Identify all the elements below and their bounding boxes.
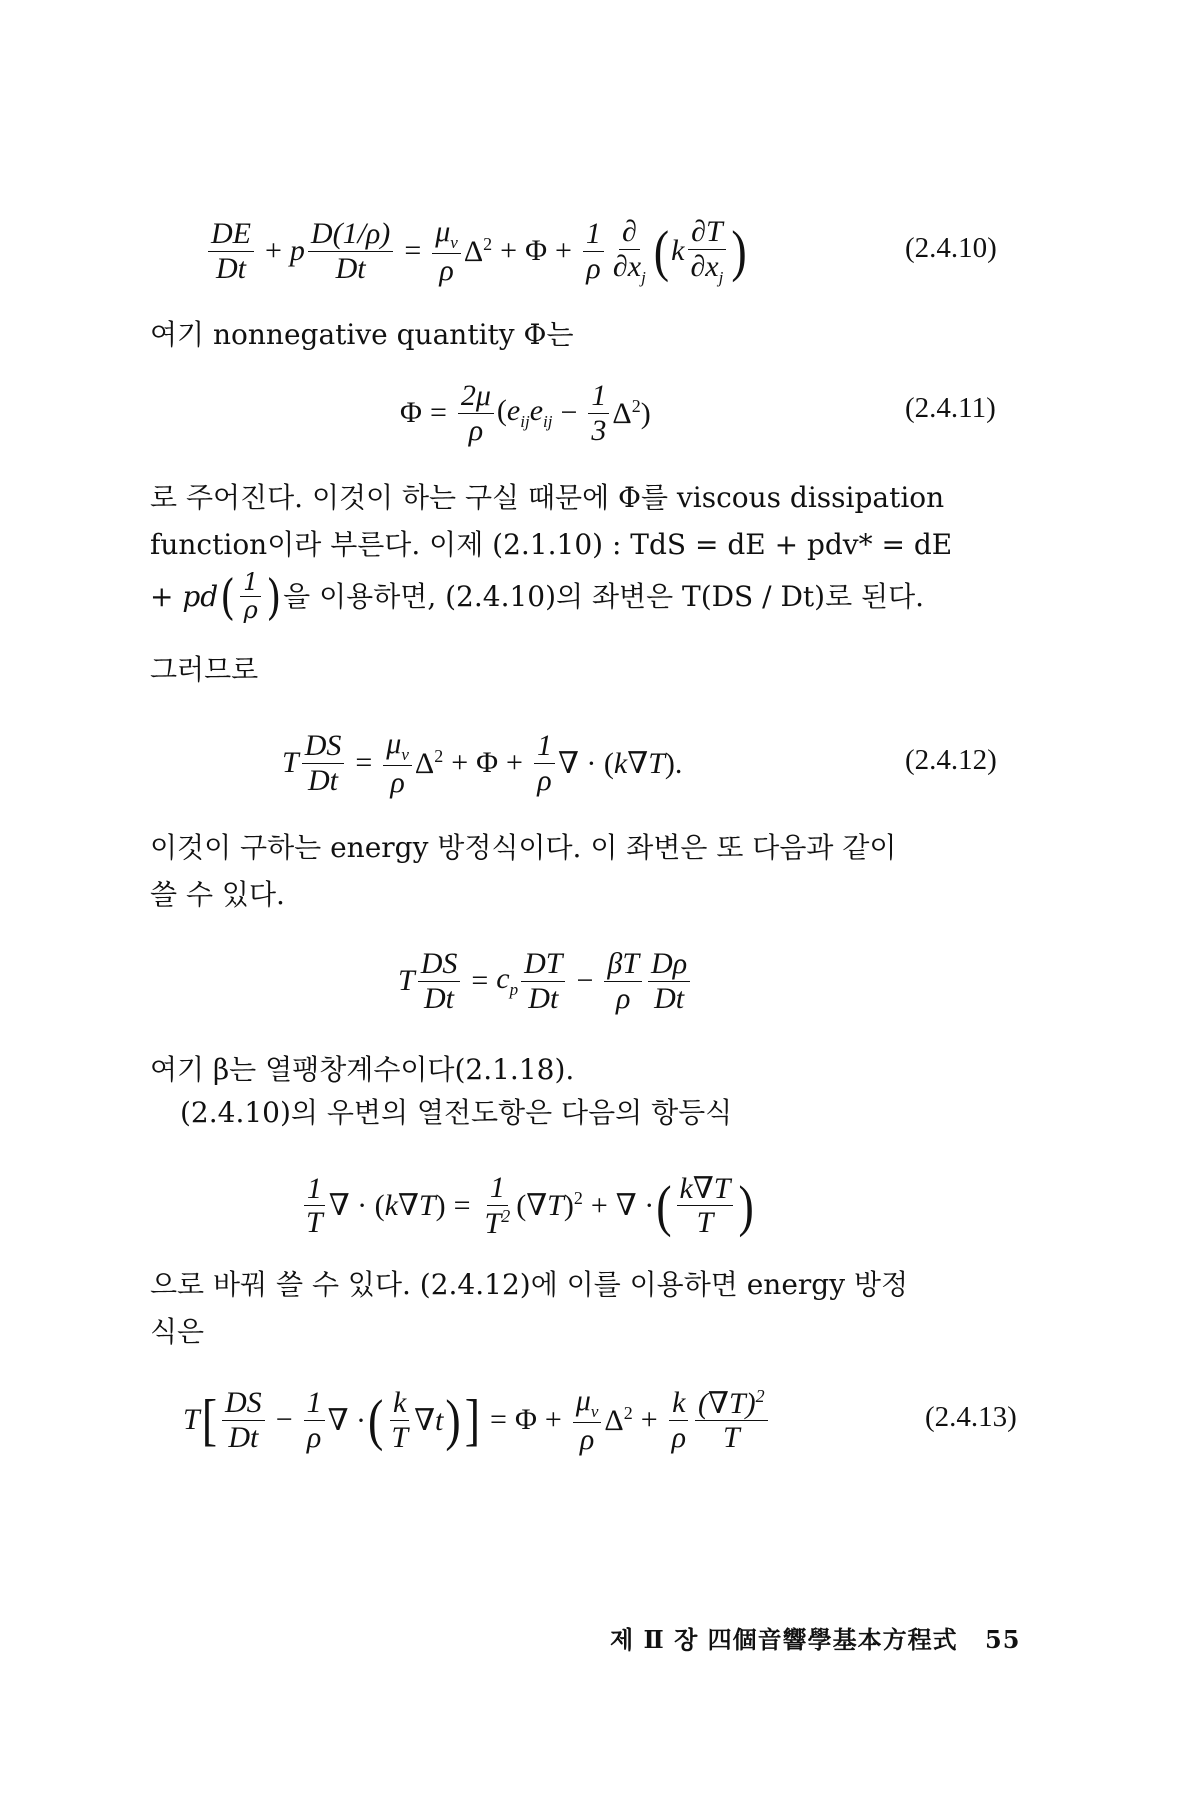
paragraph: (2.4.10)의 우변의 열전도항은 다음의 항등식 (180, 1096, 733, 1129)
equation-2-4-13: T [ $\frac{DS}{Dt}$ − $\frac{1}{\rho}$ ∇ · ( $\frac{k}{T}$ ∇t ) ] = Φ + $\frac{\mu_v}{\rho}$ $\Delta^2$ + $\frac{k}{\rho}$ $\frac{(\nabla T)^2}{T}$ (183, 1385, 771, 1455)
paragraph: 으로 바꿔 쓸 수 있다. (2.4.12)에 이를 이용하면 energy 방정 (150, 1268, 909, 1301)
equation-2-4-12: T $\frac{DS}{Dt}$ = $\frac{\mu_v}{\rho}$ $\Delta^2$ + Φ + $\frac{1}{\rho}$ ∇ · (k∇T). (282, 727, 683, 799)
equation-entropy-alt: T $\frac{DS}{Dt}$ = $c_p$ $\frac{DT}{Dt}$ − $\frac{\beta T}{\rho}$ $\frac{D\rho}{Dt}$ (398, 948, 693, 1014)
equation-number: (2.4.10) (905, 232, 997, 264)
equation-2-4-10: $\frac{DE}{Dt}$ + p $\frac{D(1/\rho)}{Dt}$ = $\frac{\mu_v}{\rho}$ $\Delta^2$ + Φ + $\frac{1}{\rho}$ $\frac{\partial}{\partial x_j}$ ( k $\frac{\partial T}{\partial x_j}$ ) (205, 216, 749, 286)
equation-number: (2.4.11) (905, 392, 996, 424)
paragraph-with-formula: + pd ( $\frac{1}{\rho}$ ) 을 이용하면, (2.4.10)의 좌변은 T(DS / Dt)로 된다. (150, 568, 925, 625)
paragraph: 이것이 구하는 energy 방정식이다. 이 좌변은 또 다음과 같이 (150, 831, 897, 864)
paragraph: 쓸 수 있다. (150, 878, 285, 911)
paragraph: 그러므로 (150, 653, 259, 686)
paragraph: function이라 부른다. 이제 (2.1.10) : TdS = dE + pdv* = dE (150, 528, 953, 561)
equation-2-4-11: Φ = $\frac{2\mu}{\rho}$ ($e_{ij}e_{ij}$ − $\frac{1}{3}$ $\Delta^2$) (400, 379, 651, 447)
paragraph: 로 주어진다. 이것이 하는 구실 때문에 Φ를 viscous dissipation (150, 481, 945, 514)
paragraph: 여기 β는 열팽창계수이다(2.1.18). (150, 1053, 575, 1086)
paragraph: 식은 (150, 1315, 205, 1348)
equation-identity: $\frac{1}{T}$ ∇ · (k∇T) = $\frac{1}{T^2}$ $(\nabla T)^2$ + ∇ · ( $\frac{k\nabla T}{T}$ ) (300, 1172, 756, 1239)
equation-number: (2.4.13) (925, 1401, 1017, 1433)
page-number: 55 (985, 1625, 1021, 1654)
paragraph-text: 을 이용하면, (2.4.10)의 좌변은 T(DS / Dt)로 된다. (283, 579, 925, 613)
paragraph: 여기 nonnegative quantity Φ는 (150, 318, 574, 351)
equation-number: (2.4.12) (905, 744, 997, 776)
page-footer (610, 1620, 1020, 1655)
chapter-title: 제 Ⅱ 장 四個音響學基本方程式 (610, 1625, 958, 1654)
